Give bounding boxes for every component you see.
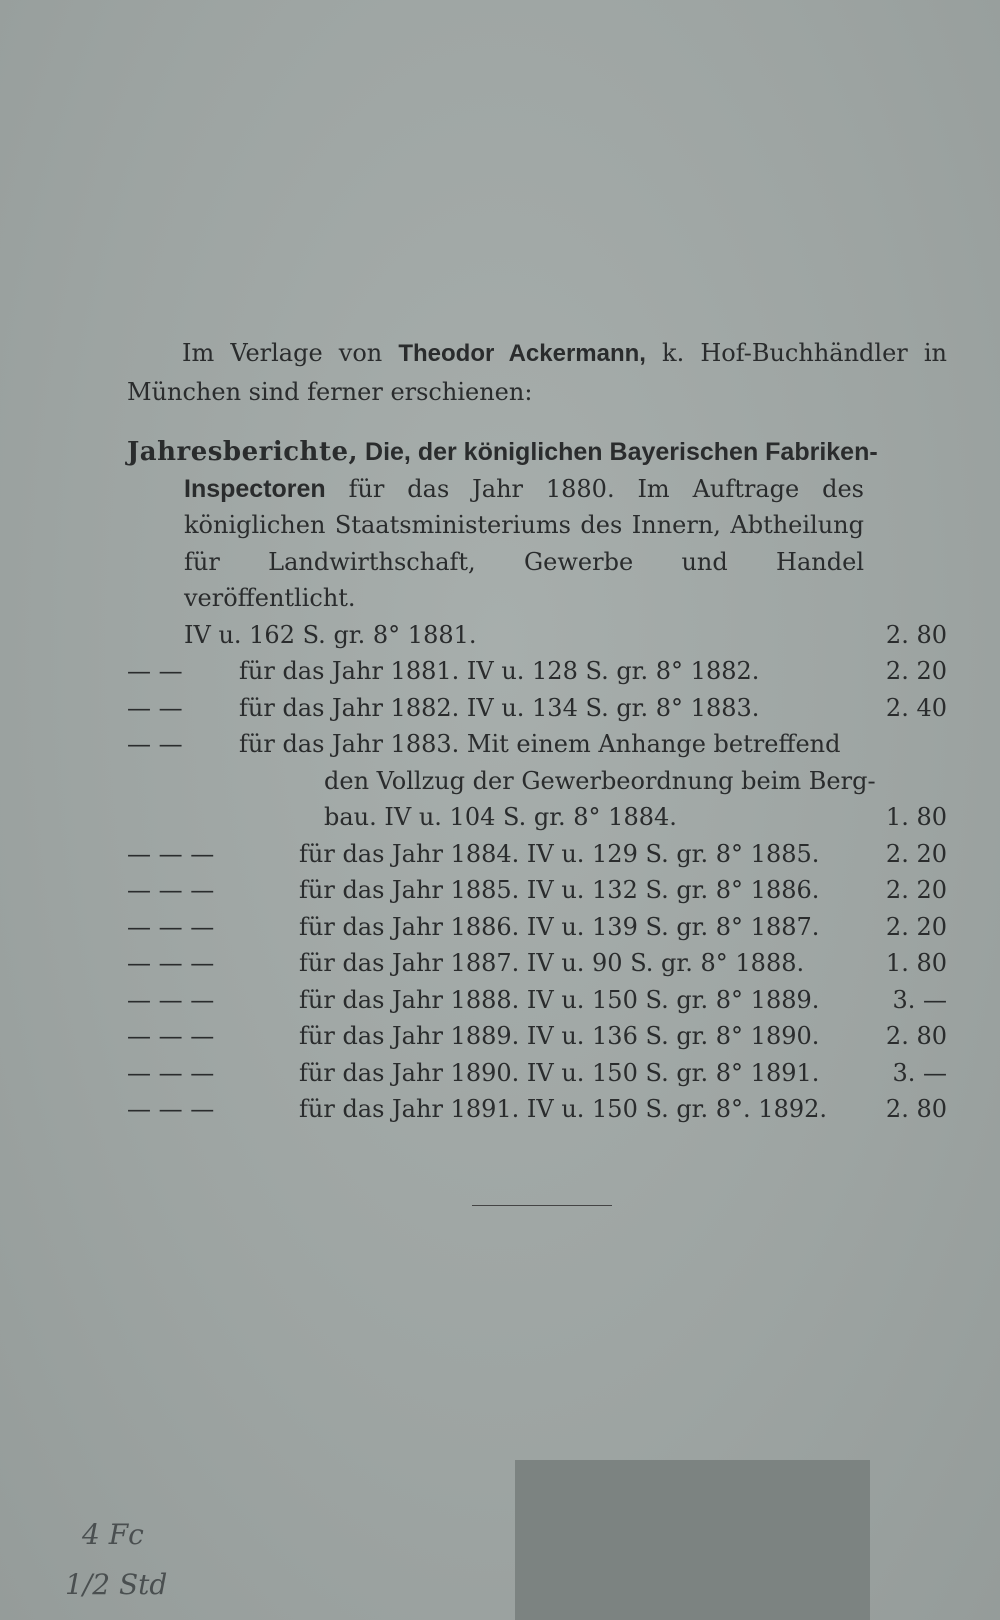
- catalog-entry: [127, 434, 947, 1128]
- divider-rule: [472, 1205, 612, 1206]
- ditto-dashes: — —: [127, 693, 183, 722]
- edition-text: für das Jahr 1882. IV u. 134 S. gr. 8° 1883.: [239, 693, 760, 722]
- entry-title-main: Jahresberichte,: [127, 437, 359, 467]
- edition-text: für das Jahr 1883. Mit einem Anhange betreffend: [239, 730, 841, 758]
- edition-row: [127, 836, 947, 873]
- edition-text-continued: bau. IV u. 104 S. gr. 8° 1884.: [324, 803, 677, 831]
- edition-row: [127, 1091, 947, 1128]
- handwritten-note-2: 1/2 Std: [65, 1568, 168, 1601]
- ditto-dashes: — —: [127, 730, 183, 758]
- edition-text: für das Jahr 1890. IV u. 150 S. gr. 8° 1891.: [299, 1058, 820, 1087]
- publisher-name: Theodor Ackermann,: [398, 340, 646, 367]
- ditto-dashes: — — —: [127, 1058, 215, 1087]
- edition-list: [127, 653, 947, 1128]
- edition-row-continued: [127, 799, 947, 836]
- entry-desc-1: für das Jahr 1880. Im Auftrage des: [325, 474, 864, 503]
- edition-row: [127, 909, 947, 946]
- intro-suffix: k. Hof-Buchhändler in: [645, 339, 947, 367]
- publisher-intro: [127, 334, 947, 411]
- price: 1. 80: [885, 803, 947, 831]
- entry-title-sub-2: Inspectoren: [184, 474, 326, 503]
- price: 2. 20: [885, 912, 947, 941]
- entry-desc-line-3: für Landwirthschaft, Gewerbe und Handel veröffentlicht.: [184, 547, 864, 612]
- intro-prefix: Im Verlage von: [182, 339, 399, 367]
- edition-text: für das Jahr 1885. IV u. 132 S. gr. 8° 1886.: [299, 876, 820, 904]
- handwritten-note-1: 4 Fc: [82, 1518, 144, 1551]
- ditto-dashes: — — —: [127, 876, 215, 904]
- price: 2. 80: [885, 1022, 947, 1050]
- edition-row-continued: [127, 763, 947, 800]
- edition-text: für das Jahr 1891. IV u. 150 S. gr. 8°. 1892.: [299, 1095, 828, 1123]
- ditto-dashes: — — —: [127, 1022, 215, 1050]
- price: 2. 80: [885, 620, 947, 649]
- ditto-dashes: — — —: [127, 912, 215, 941]
- price: 3. —: [892, 985, 947, 1014]
- entry-desc-line-2: königlichen Staatsministeriums des Innern, Abtheilung: [184, 511, 864, 539]
- edition-text-continued: den Vollzug der Gewerbeordnung beim Berg-: [324, 766, 876, 795]
- price: 1. 80: [885, 949, 947, 977]
- intro-line-2: München sind ferner erschienen:: [127, 378, 533, 406]
- edition-text: für das Jahr 1888. IV u. 150 S. gr. 8° 1889.: [299, 985, 820, 1014]
- ditto-dashes: — — —: [127, 839, 215, 868]
- price: 2. 40: [885, 693, 947, 722]
- entry-title-sub: Die, der königlichen Bayerischen Fabriken-: [358, 438, 878, 466]
- edition-row: [127, 982, 947, 1019]
- edition-row: [127, 690, 947, 727]
- ditto-dashes: — — —: [127, 949, 215, 977]
- ditto-dashes: — — —: [127, 985, 215, 1014]
- entry-desc-4: IV u. 162 S. gr. 8° 1881.: [184, 620, 477, 649]
- edition-text: für das Jahr 1889. IV u. 136 S. gr. 8° 1890.: [299, 1022, 820, 1050]
- label-patch: [515, 1460, 870, 1620]
- edition-text: für das Jahr 1881. IV u. 128 S. gr. 8° 1882.: [239, 657, 760, 685]
- edition-text: für das Jahr 1886. IV u. 139 S. gr. 8° 1887.: [299, 912, 820, 941]
- price: 2. 80: [885, 1095, 947, 1123]
- price: 2. 20: [885, 876, 947, 904]
- edition-text: für das Jahr 1884. IV u. 129 S. gr. 8° 1885.: [299, 839, 820, 868]
- price: 3. —: [892, 1058, 947, 1087]
- edition-row: [127, 653, 947, 690]
- edition-row: [127, 1018, 947, 1055]
- price: 2. 20: [885, 839, 947, 868]
- edition-row: [127, 872, 947, 909]
- ditto-dashes: — — —: [127, 1095, 215, 1123]
- edition-text: für das Jahr 1887. IV u. 90 S. gr. 8° 1888.: [299, 949, 805, 977]
- edition-row: [127, 945, 947, 982]
- entry-title: [127, 434, 947, 471]
- edition-row: [127, 726, 947, 763]
- entry-first-edition: [127, 617, 947, 654]
- ditto-dashes: — —: [127, 657, 183, 685]
- intro-line-1: [127, 334, 947, 373]
- price: 2. 20: [885, 657, 947, 685]
- edition-row: [127, 1055, 947, 1092]
- entry-desc-line-1: [127, 471, 864, 508]
